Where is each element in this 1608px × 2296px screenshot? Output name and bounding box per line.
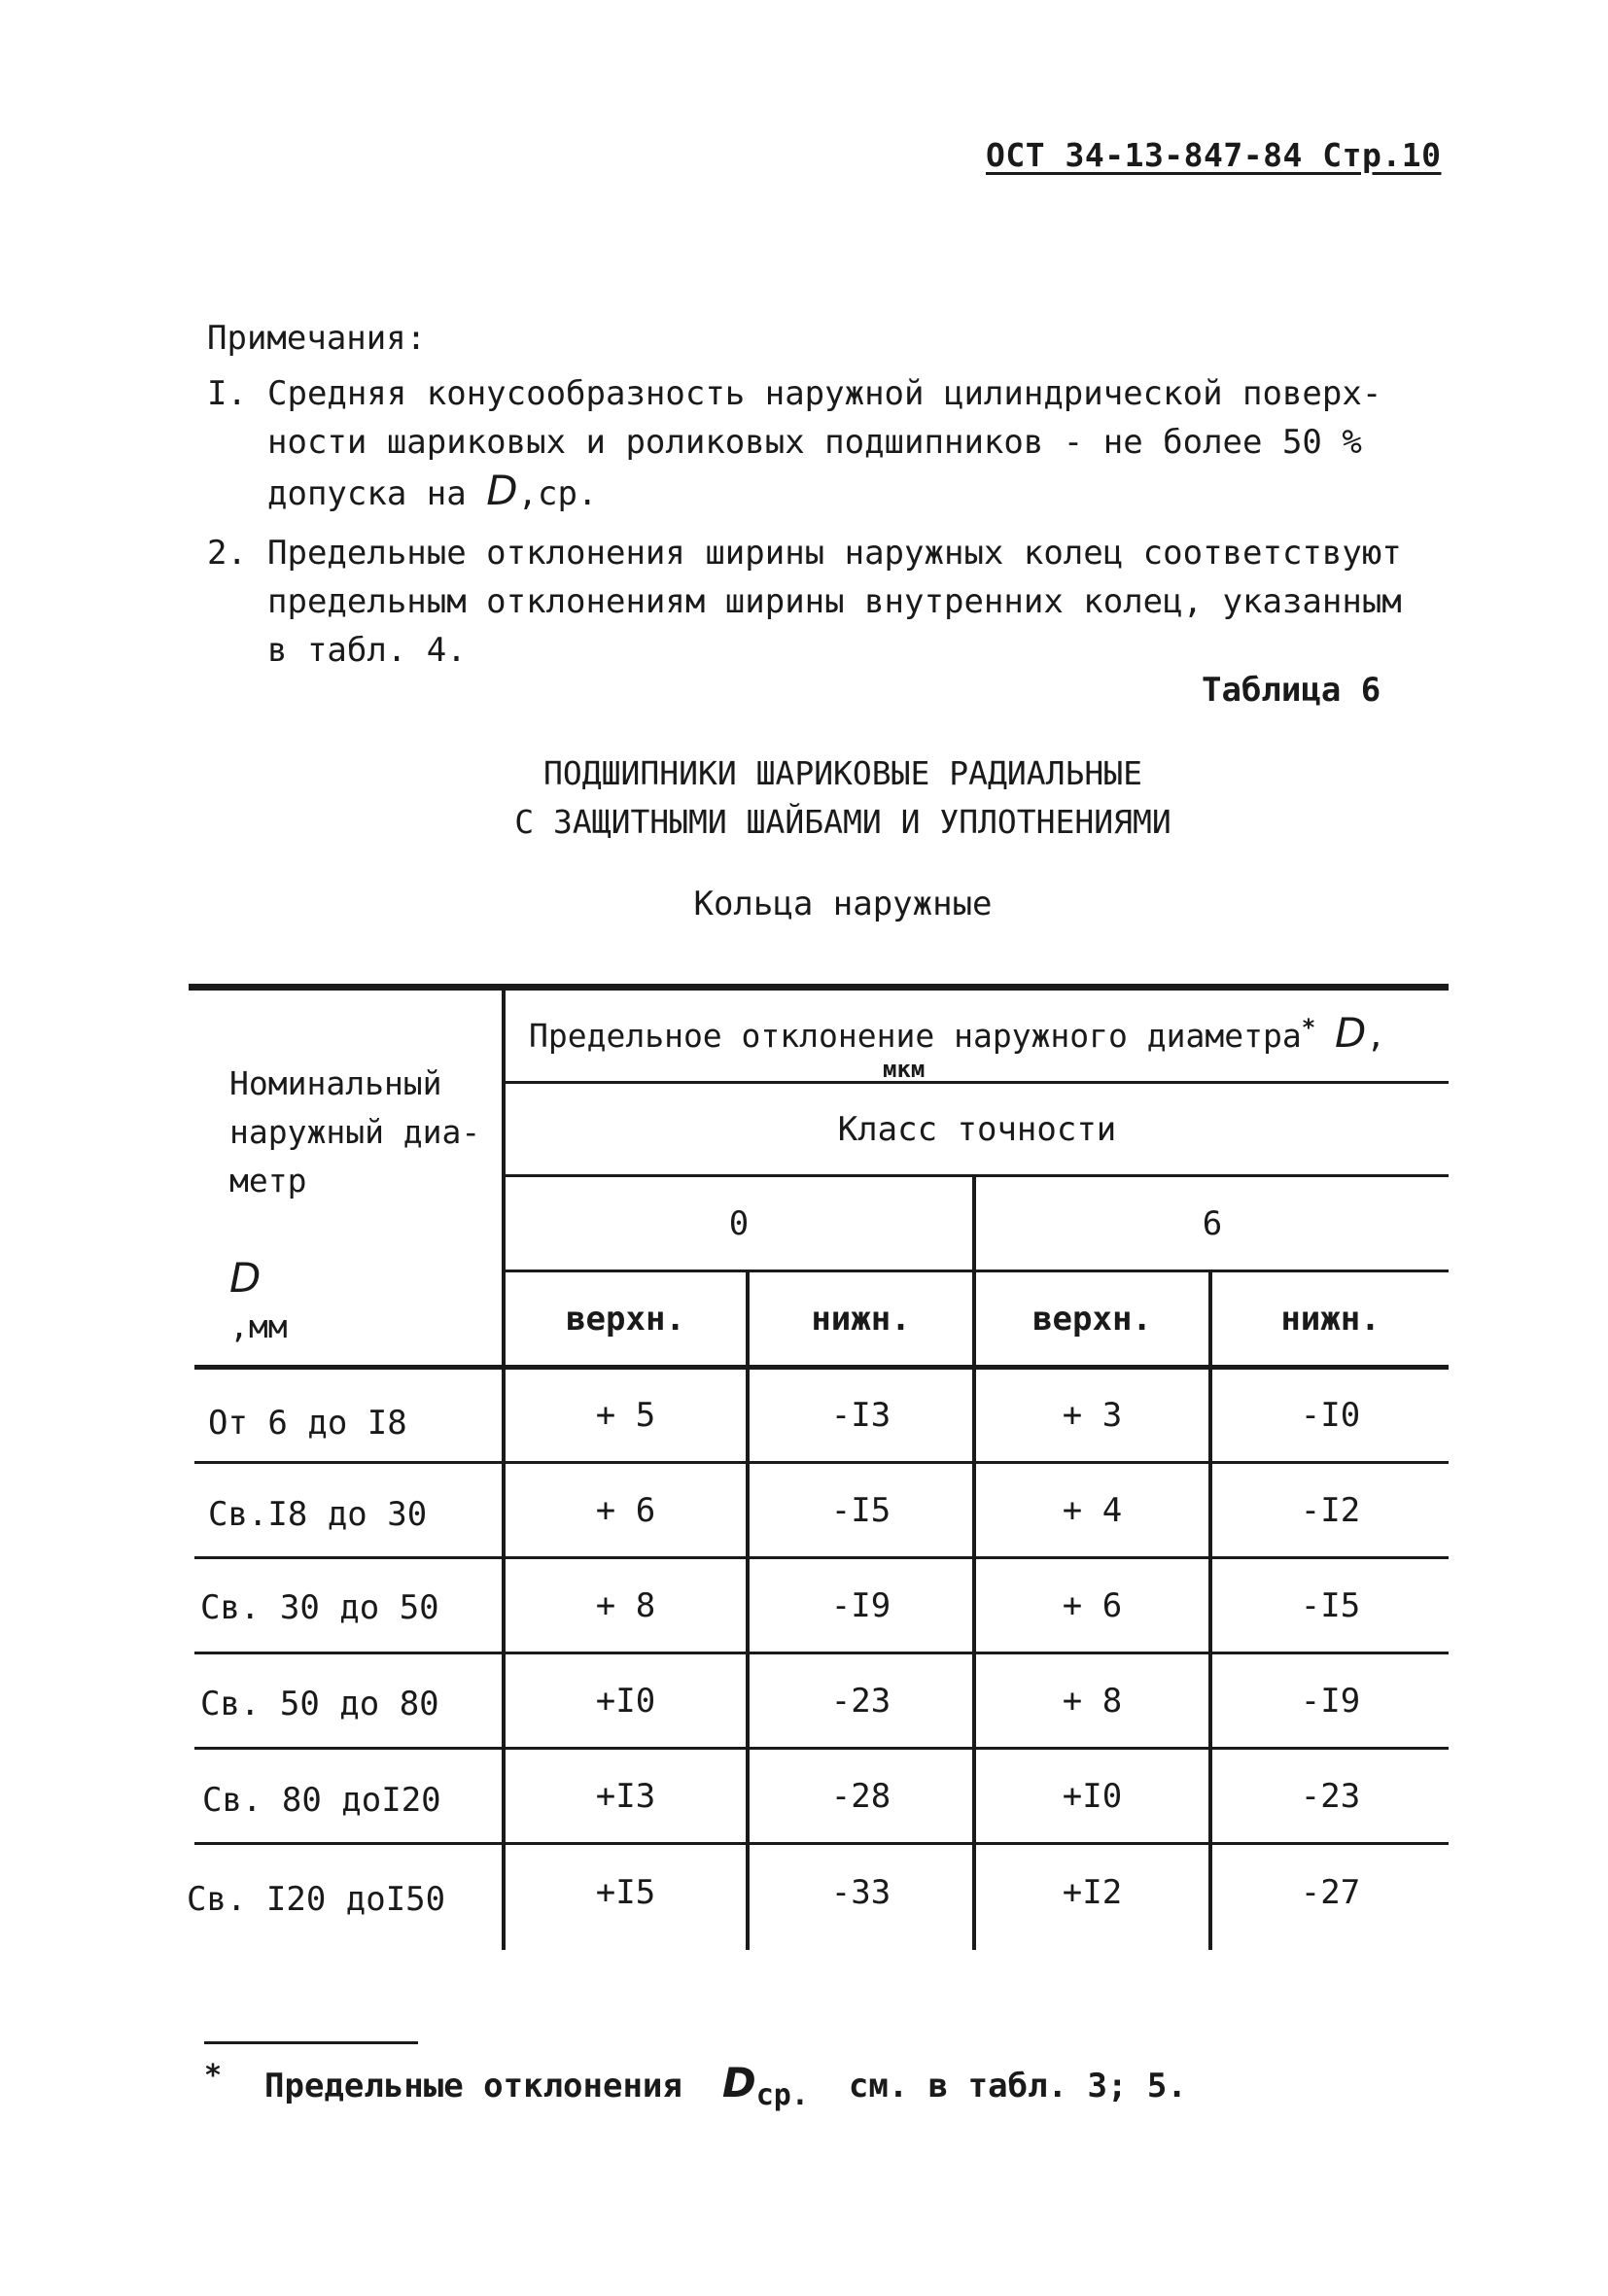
footnote-rule [204, 2041, 418, 2044]
sub-header-upper: верхн. [1032, 1299, 1152, 1339]
sub-header-lower: нижн. [1280, 1299, 1381, 1339]
sub-header-lower: нижн. [811, 1299, 911, 1339]
table-cell: -I5 [1300, 1585, 1361, 1625]
footnote-sub: ср. [755, 2077, 809, 2112]
table-cell: -28 [830, 1776, 891, 1816]
header-line [229, 1157, 480, 1351]
footnote-text-after: см. в табл. 3; 5. [848, 2067, 1187, 2105]
table-cell: -I9 [1300, 1681, 1361, 1721]
note-number: I. [207, 374, 247, 413]
note-line [267, 467, 597, 518]
notes-title: Примечания: [207, 319, 427, 358]
deviation-header-text: Предельное отклонение наружного диаметра [529, 1017, 1302, 1055]
diameter-symbol: D [721, 2059, 756, 2106]
note-line: в табл. 4. [267, 631, 467, 670]
table-cell: + 8 [1062, 1681, 1123, 1721]
deviation-header [529, 1009, 1385, 1057]
note-line: ности шариковых и роликовых подшипников - не более 50 % [267, 423, 1362, 462]
table-cell: +I5 [595, 1873, 656, 1912]
row-label: Св. 80 доI20 [202, 1781, 441, 1820]
deviation-comma: , [1366, 1017, 1386, 1055]
table-cell: -I3 [830, 1396, 891, 1435]
note-line: Средняя конусообразность наружной цилиндрической поверх- [267, 374, 1382, 413]
table-cell: + 6 [595, 1490, 656, 1530]
table-cell: -I5 [830, 1490, 891, 1530]
table-subtitle: Кольца наружные [693, 885, 993, 923]
table-top-rule [189, 984, 1449, 991]
table-cell: +I0 [595, 1681, 656, 1721]
note-suffix: ,ср. [517, 474, 598, 513]
header-line: наружный диа- [229, 1113, 481, 1151]
row-label: Св.I8 до 30 [208, 1495, 428, 1534]
row-label: От 6 до I8 [208, 1404, 407, 1443]
diameter-symbol: D [229, 1254, 262, 1302]
table-cell: -I0 [1300, 1396, 1361, 1435]
note-line: предельным отклонениям ширины внутренних колец, указанным [267, 582, 1402, 621]
diameter-symbol: D [1335, 1009, 1367, 1057]
footnote-mark: * [1301, 1014, 1316, 1041]
page-header: ОСТ 34-13-847-84 Стр.10 [986, 136, 1442, 174]
table-cell: -23 [1300, 1776, 1361, 1816]
table-cell: + 8 [595, 1585, 656, 1625]
class-6-header: 6 [1202, 1203, 1223, 1243]
table-cell: + 3 [1062, 1396, 1123, 1435]
row-label: Св. 50 до 80 [200, 1685, 439, 1723]
footnote-mark: * [204, 2059, 223, 2093]
table-cell: -I2 [1300, 1490, 1361, 1530]
table-cell: +I2 [1062, 1873, 1123, 1912]
table-number: Таблица 6 [1202, 671, 1381, 710]
diameter-symbol: D [486, 467, 518, 514]
table-caption-line-2: С ЗАЩИТНЫМИ ШАЙБАМИ И УПЛОТНЕНИЯМИ [514, 803, 1171, 841]
table-caption-line-1: ПОДШИПНИКИ ШАРИКОВЫЕ РАДИАЛЬНЫЕ [543, 754, 1142, 792]
table-cell: + 6 [1062, 1585, 1123, 1625]
footnote-text [264, 2059, 1187, 2112]
header-line: Номинальный [229, 1064, 442, 1102]
table-cell: -33 [830, 1873, 891, 1912]
header-unit: ,мм [229, 1307, 288, 1345]
note-number: 2. [207, 534, 247, 573]
table-cell: + 5 [595, 1396, 656, 1435]
deviation-unit: мкм [883, 1056, 926, 1083]
sub-header-upper: верхн. [566, 1299, 685, 1339]
note-line-text: допуска на [267, 474, 467, 513]
table-cell: -23 [830, 1681, 891, 1721]
table-cell: +I0 [1062, 1776, 1123, 1816]
note-line: Предельные отклонения ширины наружных колец соответствуют [267, 534, 1402, 573]
table-cell: -I9 [830, 1585, 891, 1625]
class-0-header: 0 [728, 1203, 750, 1243]
header-text: метр [229, 1162, 307, 1200]
row-label: Св. I20 доI50 [187, 1880, 446, 1919]
table-cell: -27 [1300, 1873, 1361, 1912]
nominal-diameter-header [229, 1060, 480, 1351]
row-label: Св. 30 до 50 [200, 1588, 439, 1627]
footnote-text-before: Предельные отклонения [264, 2067, 682, 2105]
table-cell: + 4 [1062, 1490, 1123, 1530]
class-header: Класс точности [837, 1109, 1117, 1149]
table-cell: +I3 [595, 1776, 656, 1816]
